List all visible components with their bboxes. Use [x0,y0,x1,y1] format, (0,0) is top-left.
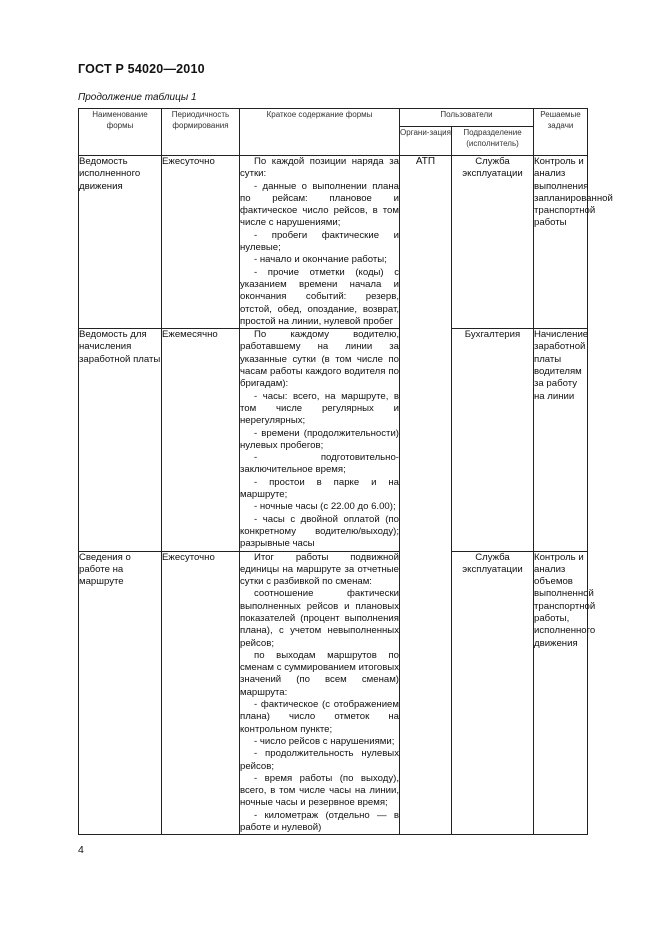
content-line: - число рейсов с нарушениями; [254,735,395,747]
form-name-cell: Сведения о работе на маршруте [79,551,162,835]
content-line: По каждому водителю, работавшему на линии за указанные сутки (в том числе по часам работы каждого водителя по бригадам): [240,329,399,390]
content-line: - фактическое (с отображением плана) число отметок на контрольном пункте; [240,699,399,735]
content-line: соотношение фактически выполненных рейсов и плановых показателей (процент выполнения плана), с учетом невыполненных рейсов; [240,588,399,649]
periodicity-cell: Ежемесячно [162,329,240,551]
content-line: - время работы (по выходу), всего, в том числе часы на линии, ночные часы и резервное время; [240,772,399,809]
tasks-cell: Контроль и анализ объемов выполненной транспортной работы, исполненного движения [534,551,588,835]
content-cell [240,156,400,329]
content-line: - часы с двойной оплатой (по конкретному водителю/выходу); разрывные часы [240,513,399,550]
tasks-cell: Начисление заработной платы водителям за работу на линии [534,329,588,551]
unit-cell: Служба эксплуатации [452,551,534,835]
table-row [79,156,588,329]
header-periodicity: Периодичность формирования [162,109,240,156]
header-form-name: Наименование формы [79,109,162,156]
content-line: - ночные часы (с 22.00 до 6.00); [254,501,396,513]
periodicity-cell: Ежесуточно [162,156,240,329]
periodicity-cell: Ежесуточно [162,551,240,835]
header-content: Краткое содержание формы [240,109,400,156]
content-cell [240,329,400,551]
content-line: - прочие отметки (коды) с указанием времени начала и окончания событий: резерв, отстой, обед, опоздание, возврат, простой на линии, нулевой пробег [240,266,399,327]
header-tasks: Решаемые задачи [534,109,588,156]
content-line: - продолжительность нулевых рейсов; [240,748,399,772]
content-line: - километраж (отдельно — в работе и нулевой) [240,809,399,834]
unit-cell: Служба эксплуатации [452,156,534,329]
content-line: по выходам маршрутов по сменам с суммированием итоговых значений (по всем сменам) маршрута: [240,649,399,698]
form-name-cell: Ведомость для начисления заработной платы [79,329,162,551]
forms-table [78,108,613,835]
table-row [79,329,588,551]
content-line: - пробеги фактические и нулевые; [240,229,399,254]
organization-cell: АТП [400,156,452,835]
content-line: - часы: всего, на маршруте, в том числе регулярных и нерегулярных; [240,390,399,427]
header-unit: Подразделение (исполнитель) [452,127,534,156]
unit-cell: Бухгалтерия [452,329,534,551]
content-line: - подготовительно-заключительное время; [240,452,399,476]
content-line: - простои в парке и на маршруте; [240,476,399,501]
standard-number: ГОСТ Р 54020—2010 [78,62,205,76]
tasks-cell: Контроль и анализ выполнения запланированной транспортной работы [534,156,588,329]
content-line: - начало и окончание работы; [254,254,387,266]
content-line: - времени (продолжительности) нулевых пробегов; [240,427,399,451]
header-organization: Органи-зация [400,127,452,156]
table-continuation-caption: Продолжение таблицы 1 [78,92,197,103]
page-number: 4 [78,844,84,856]
table-row [79,551,588,835]
form-name-cell: Ведомость исполненного движения [79,156,162,329]
content-line: - данные о выполнении плана по рейсам: плановое и фактическое число рейсов, в том числе с нарушениями; [240,180,399,229]
content-line: Итог работы подвижной единицы на маршруте за отчетные сутки с разбивкой по сменам: [240,551,399,588]
header-users: Пользователи [400,109,534,127]
content-line: По каждой позиции наряда за сутки: [240,156,399,180]
content-cell [240,551,400,835]
